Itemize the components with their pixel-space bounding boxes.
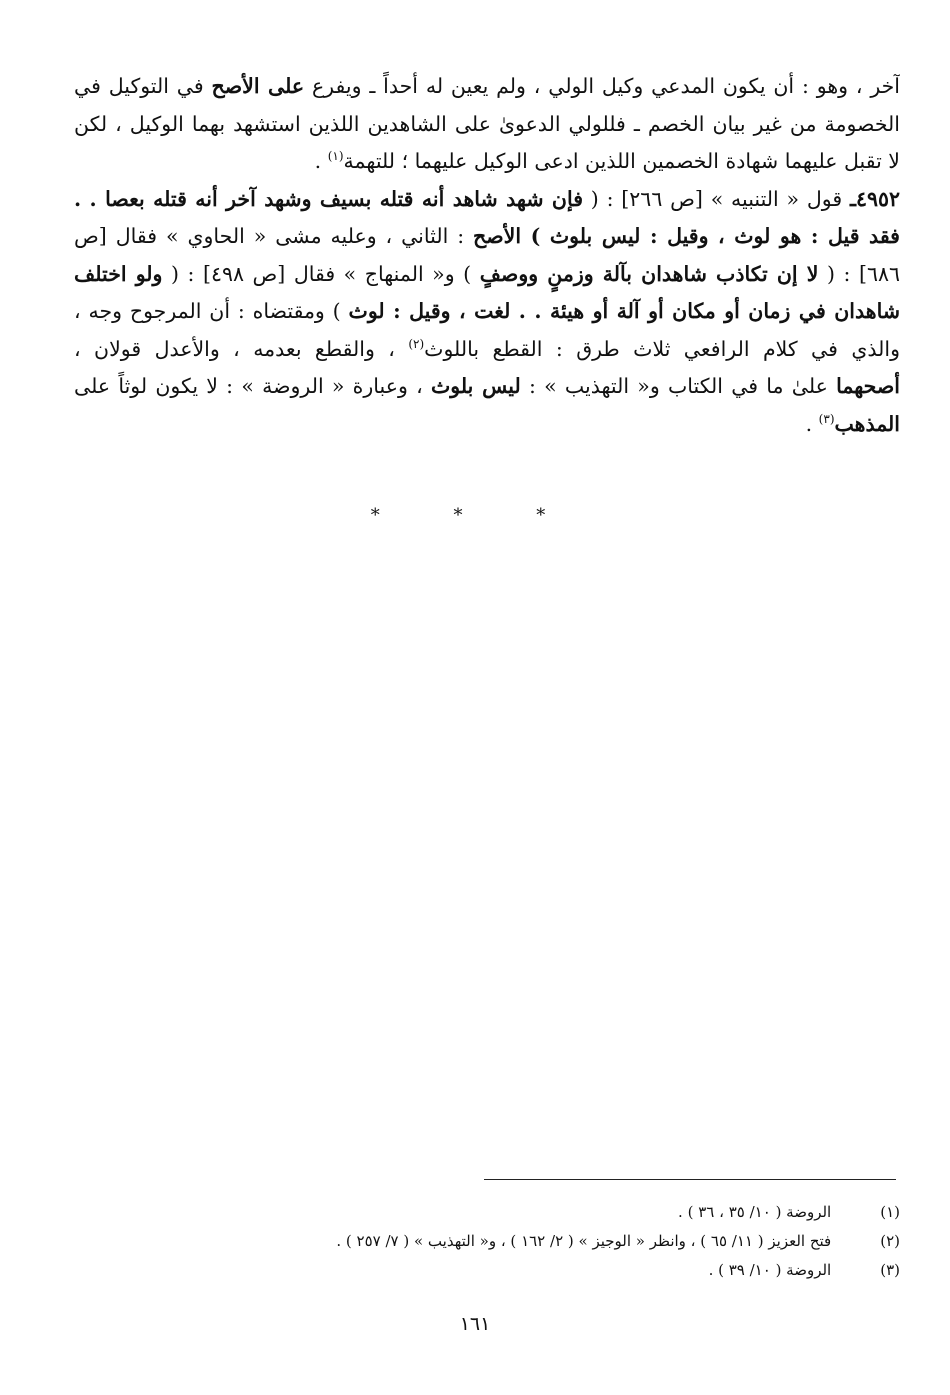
footnote-text: الروضة ( ١٠/ ٣٥ ، ٣٦ ) .	[678, 1203, 836, 1221]
text-span: : الثاني ، وعليه مشى « الحاوي » فقال [ص	[74, 224, 474, 248]
section-separator: * * *	[370, 505, 580, 526]
footnote-number: (١)	[880, 1203, 900, 1221]
footnote-ref: (٢)	[408, 336, 425, 351]
bold-text: أصحهما	[836, 374, 900, 398]
text-span: .	[314, 149, 328, 173]
footnote-number: (٣)	[880, 1261, 900, 1279]
text-line	[74, 68, 900, 106]
main-text	[74, 68, 900, 443]
footnote-ref: (١)	[327, 149, 344, 164]
bold-text: ولو اختلف	[74, 261, 163, 286]
text-line	[74, 106, 900, 144]
text-line	[74, 368, 900, 406]
text-span: ٦٨٦] : (	[818, 261, 900, 286]
footnote-item	[200, 1227, 900, 1256]
page-number: ١٦١	[459, 1313, 491, 1335]
text-line	[74, 406, 900, 444]
footnote-text: الروضة ( ١٠/ ٣٩ ) .	[708, 1261, 836, 1279]
bold-text: فإن شهد شاهد أنه قتله بسيف وشهد آخر أنه قتله بعصا . .	[74, 186, 584, 211]
text-line	[74, 331, 900, 369]
text-span: قول « التنبيه » [ص ٢٦٦] : (	[583, 186, 850, 211]
footnote-item	[200, 1256, 900, 1285]
text-span: ) و« المنهاج » فقال [ص ٤٩٨] : (	[162, 261, 480, 286]
footnote-number: (٢)	[880, 1232, 900, 1250]
footnote-item	[200, 1198, 900, 1227]
text-span: ) ومقتضاه : أن المرجوح وجه ،	[74, 299, 349, 323]
text-span: الخصومة من غير بيان الخصم ـ فللولي الدعوىٰ على الشاهدين اللذين استشهد بهما الوكيل ، لكن	[74, 111, 900, 136]
bold-text: المذهب	[834, 411, 900, 436]
footnote-ref: (٣)	[818, 411, 835, 426]
footnote-rule	[484, 1179, 896, 1180]
text-line	[74, 256, 900, 294]
footnote-text: فتح العزيز ( ١١/ ٦٥ ) ، وانظر « الوجيز » ( ٢/ ١٦٢ ) ، و« التهذيب » ( ٧/ ٢٥٧ ) .	[336, 1232, 836, 1250]
bold-text: على الأصح	[211, 74, 305, 98]
bold-text: شاهدان في زمان أو مكان أو آلة أو هيئة . . لغت ، وقيل : لوث	[348, 299, 900, 323]
text-line	[74, 218, 900, 256]
text-span: في التوكيل في	[74, 74, 212, 98]
text-line	[74, 181, 900, 219]
text-line	[74, 143, 900, 181]
footnotes	[200, 1198, 900, 1285]
text-span: ، والقطع بعدمه ، والأعدل قولان ،	[74, 336, 409, 361]
bold-text: لا إن تكاذب شاهدان بآلة وزمنٍ ووصفٍ	[479, 261, 819, 286]
text-span: .	[805, 411, 819, 436]
text-span: ، وعبارة « الروضة » : لا يكون لوثاً على	[74, 374, 431, 398]
text-line	[74, 293, 900, 331]
bold-text: ليس بلوث	[430, 374, 521, 398]
text-span: لا تقبل عليهما شهادة الخصمين اللذين ادعى الوكيل عليهما ؛ للتهمة	[343, 149, 900, 173]
text-span: آخر ، وهو : أن يكون المدعي وكيل الولي ، ولم يعين له أحداً ـ ويفرع	[304, 74, 900, 98]
bold-text: فقد قيل : هو لوث ، وقيل : ليس بلوث ) الأصح	[473, 224, 900, 248]
bold-text: ٤٩٥٢ـ	[849, 186, 900, 211]
text-span: والذي في كلام الرافعي ثلاث طرق : القطع باللوث	[424, 336, 900, 361]
text-span: علىٰ ما في الكتاب و« التهذيب » :	[520, 374, 837, 398]
